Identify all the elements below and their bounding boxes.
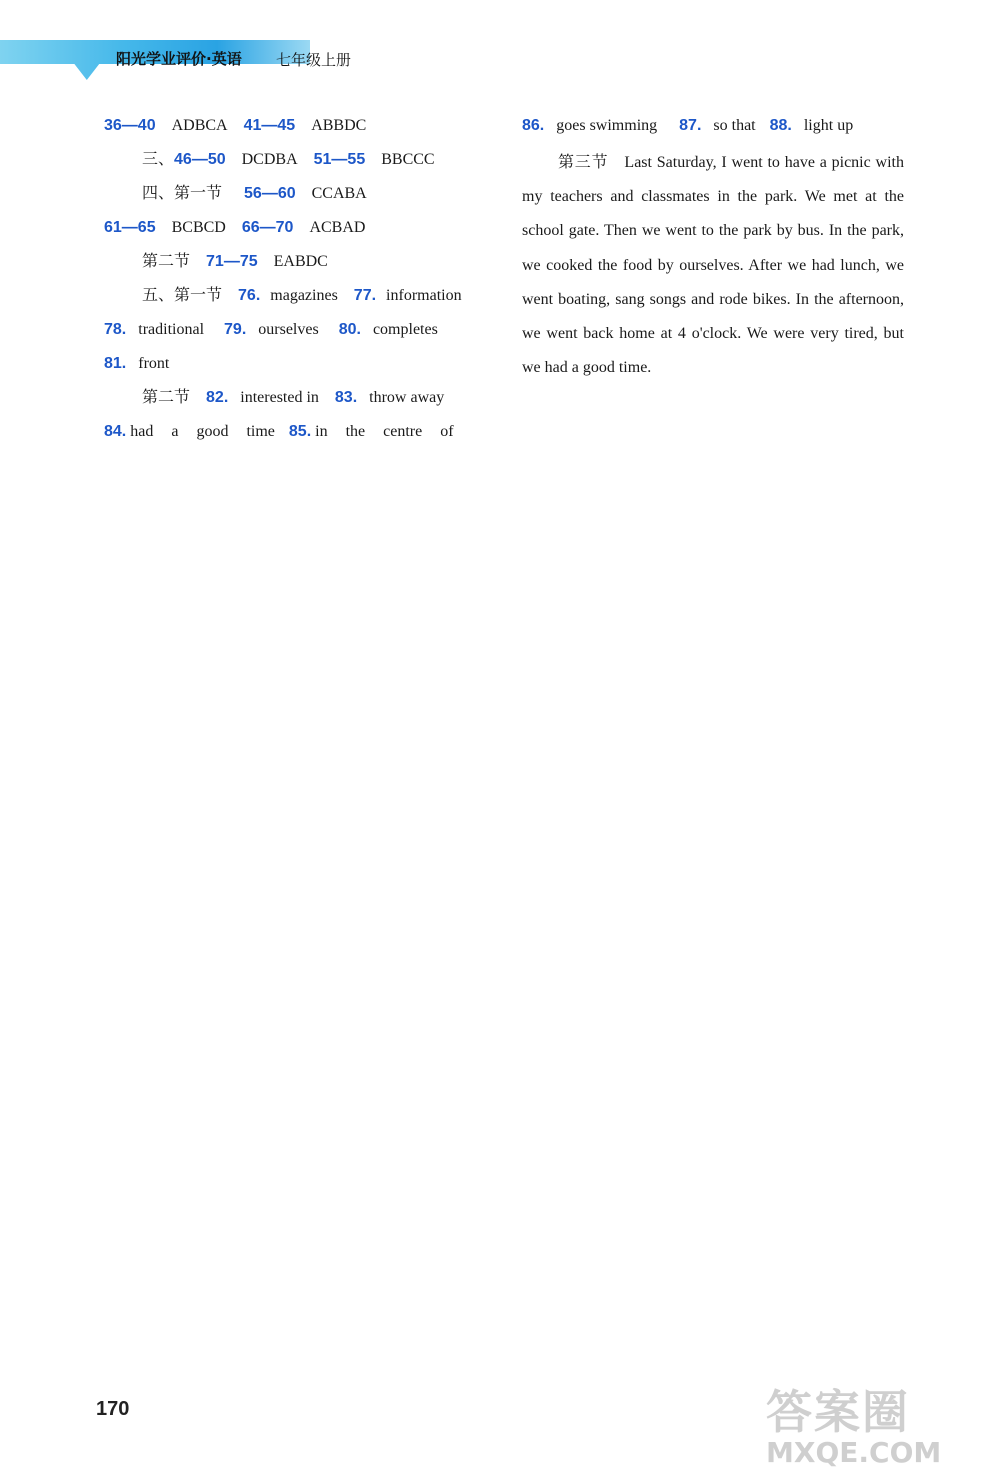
- answer-text: information: [386, 287, 462, 304]
- section-label: 第二节: [142, 389, 191, 406]
- answer-text: had a good time: [130, 423, 275, 440]
- answer-text: in the centre of: [315, 423, 454, 440]
- question-number: 85.: [288, 423, 312, 440]
- answer-text: ABBDC: [311, 117, 367, 134]
- answer-text: BBCCC: [381, 151, 435, 168]
- answer-row: [104, 218, 381, 238]
- answer-row: [104, 354, 185, 374]
- question-range: 51—55: [313, 151, 366, 168]
- answer-text: goes swimming: [556, 117, 658, 134]
- answer-text: front: [138, 355, 170, 372]
- question-number: 84.: [104, 423, 127, 440]
- answer-text: completes: [372, 321, 438, 338]
- section-label: 第二节: [142, 253, 191, 270]
- essay-paragraph: [522, 146, 904, 385]
- answer-text: CCABA: [311, 185, 367, 202]
- watermark-logo: [766, 1376, 941, 1469]
- section-label: 四、第一节: [142, 185, 223, 202]
- book-subtitle: 七年级上册: [276, 51, 352, 69]
- answer-row: [142, 286, 478, 306]
- answer-row: [104, 422, 470, 442]
- question-number: 77.: [353, 287, 377, 304]
- answer-row: [142, 184, 383, 204]
- answer-text: traditional: [138, 321, 205, 338]
- question-number: 76.: [238, 287, 261, 304]
- question-number: 80.: [338, 321, 361, 338]
- answer-row: [522, 116, 869, 136]
- question-range: 61—65: [104, 219, 156, 236]
- watermark-text: 答案圈: [766, 1385, 910, 1439]
- question-number: 86.: [522, 117, 545, 134]
- question-number: 79.: [224, 321, 247, 338]
- question-range: 41—45: [243, 117, 296, 134]
- answer-row: [104, 320, 454, 340]
- answer-text: ACBAD: [309, 219, 366, 236]
- section-label: 三、: [142, 151, 175, 168]
- book-title: 阳光学业评价·英语: [116, 50, 242, 68]
- answer-text: ourselves: [258, 321, 319, 338]
- answer-row: [142, 388, 460, 408]
- question-number: 83.: [334, 389, 358, 406]
- watermark-url: MXQE.COM: [766, 1436, 942, 1469]
- answer-row: [142, 252, 344, 272]
- question-number: 82.: [206, 389, 229, 406]
- question-range: 36—40: [104, 117, 156, 134]
- question-range: 56—60: [244, 185, 296, 202]
- answer-text: EABDC: [273, 253, 328, 270]
- question-number: 78.: [104, 321, 127, 338]
- question-range: 46—50: [174, 151, 226, 168]
- question-range: 66—70: [241, 219, 294, 236]
- answer-text: light up: [803, 117, 854, 134]
- essay-text: Last Saturday, I went to have a picnic with my teachers and classmates in the park. We met at the school gate. Then we went to the park by bus. In the park, we cooked the food by ourselves. After we had lunch, we went boating, sang songs and rode bikes. In the afternoon, we went back home at 4 o'clock. We were very tired, but we had a good time.: [522, 154, 904, 377]
- answer-text: throw away: [369, 389, 445, 406]
- answer-text: so that: [713, 117, 756, 134]
- answer-row: [142, 150, 451, 170]
- section-label: 五、第一节: [142, 287, 223, 304]
- question-number: 81.: [104, 355, 127, 372]
- answer-text: interested in: [240, 389, 319, 406]
- question-range: 71—75: [206, 253, 258, 270]
- section-label: 第三节: [558, 154, 609, 171]
- answer-text: DCDBA: [241, 151, 298, 168]
- answer-text: magazines: [270, 287, 338, 304]
- question-number: 87.: [679, 117, 702, 134]
- question-number: 88.: [769, 117, 792, 134]
- page-number: 170: [96, 1398, 130, 1420]
- answer-text: ADBCA: [171, 117, 228, 134]
- answer-text: BCBCD: [171, 219, 226, 236]
- answer-row: [104, 116, 382, 136]
